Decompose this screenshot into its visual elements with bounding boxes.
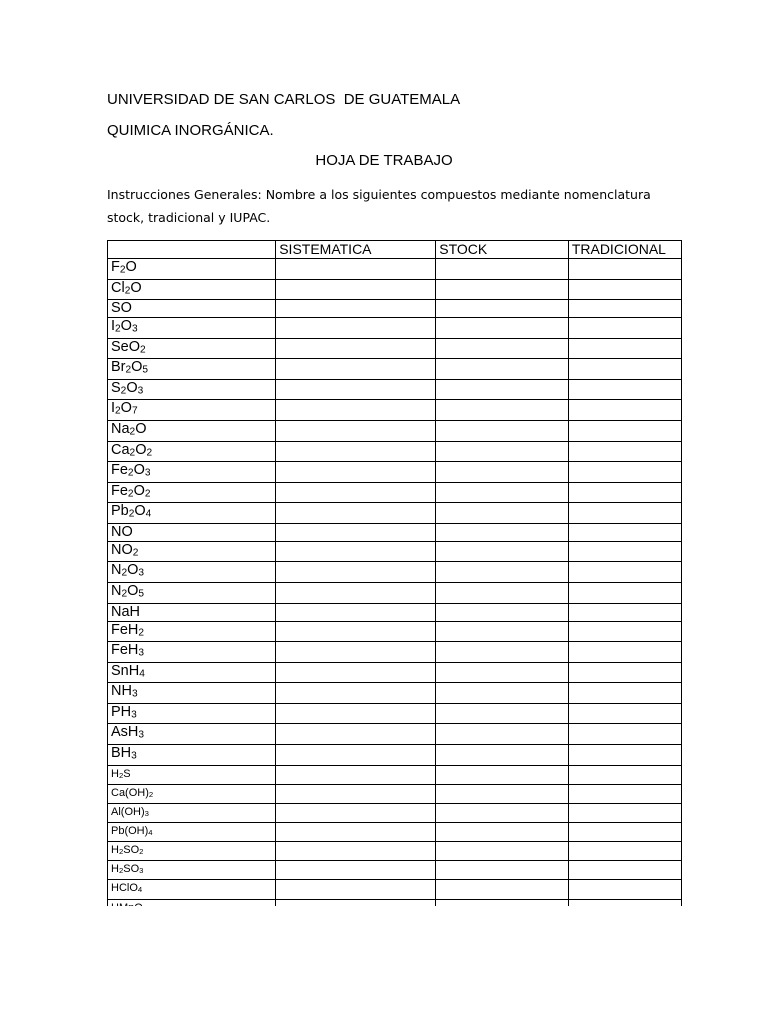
table-row <box>108 279 682 300</box>
formula-text: Fe <box>111 462 128 479</box>
formula-text: O <box>135 441 147 458</box>
formula-text: Na <box>111 421 130 437</box>
formula-subscript: 2 <box>129 447 136 459</box>
compound-formula <box>108 482 276 503</box>
answer-stock[interactable] <box>436 703 569 724</box>
answer-sistematica[interactable] <box>276 541 436 562</box>
formula-text: Pb <box>111 503 129 520</box>
formula-text: Fe <box>111 482 128 499</box>
nomenclature-table <box>107 240 682 957</box>
compound-formula <box>108 359 276 380</box>
formula-text: F <box>111 259 120 275</box>
answer-stock[interactable] <box>436 621 569 642</box>
answer-tradicional[interactable] <box>568 462 681 483</box>
formula-subscript: 2 <box>118 847 124 857</box>
answer-stock[interactable] <box>436 583 569 604</box>
table-row <box>108 338 682 359</box>
answer-sistematica[interactable] <box>276 765 436 784</box>
formula-text: O <box>135 421 147 437</box>
formula-text: BH <box>111 745 132 761</box>
formula-subscript: 2 <box>129 426 136 438</box>
answer-tradicional[interactable] <box>568 279 681 300</box>
answer-sistematica[interactable] <box>276 300 436 318</box>
formula-subscript: 4 <box>137 885 143 895</box>
formula-subscript: 2 <box>124 285 131 297</box>
answer-sistematica[interactable] <box>276 583 436 604</box>
table-row <box>108 300 682 318</box>
compound-formula <box>108 541 276 562</box>
compound-formula <box>108 662 276 683</box>
answer-tradicional[interactable] <box>568 703 681 724</box>
course-name: QUIMICA INORGÁNICA. <box>107 122 274 139</box>
answer-stock[interactable] <box>436 822 569 841</box>
formula-text: Ca(OH) <box>111 786 149 799</box>
formula-text: S <box>123 767 131 780</box>
answer-stock[interactable] <box>436 259 569 280</box>
answer-sistematica[interactable] <box>276 662 436 683</box>
formula-text: S <box>111 379 121 396</box>
answer-tradicional[interactable] <box>568 562 681 583</box>
compound-formula <box>108 703 276 724</box>
formula-subscript: 5 <box>142 364 149 376</box>
formula-subscript: 3 <box>144 808 149 818</box>
compound-formula <box>108 642 276 663</box>
formula-text: NO <box>111 541 133 558</box>
formula-text: SO <box>123 863 140 876</box>
compound-formula <box>108 784 276 803</box>
answer-sistematica[interactable] <box>276 279 436 300</box>
table-row <box>108 259 682 280</box>
formula-subscript: 3 <box>131 750 137 762</box>
formula-subscript: 2 <box>140 344 146 356</box>
answer-sistematica[interactable] <box>276 642 436 663</box>
table-row <box>108 703 682 724</box>
answer-sistematica[interactable] <box>276 523 436 541</box>
answer-stock[interactable] <box>436 338 569 359</box>
answer-tradicional[interactable] <box>568 803 681 822</box>
answer-sistematica[interactable] <box>276 861 436 880</box>
table-row <box>108 441 682 462</box>
answer-stock[interactable] <box>436 359 569 380</box>
formula-subscript: 3 <box>131 688 138 700</box>
formula-subscript: 2 <box>139 847 144 857</box>
worksheet-title <box>0 152 768 169</box>
formula-subscript: 7 <box>131 406 138 417</box>
formula-text: O <box>127 562 139 579</box>
table-row <box>108 621 682 642</box>
instructions: Instrucciones Generales: Nombre a los siguientes compuestos mediante nomenclatura stock, tradicional y IUPAC. <box>107 187 651 225</box>
answer-stock[interactable] <box>436 379 569 400</box>
formula-subscript: 2 <box>148 789 154 799</box>
table-header-row <box>108 241 682 259</box>
answer-tradicional[interactable] <box>568 765 681 784</box>
formula-subscript: 4 <box>139 668 145 680</box>
answer-stock[interactable] <box>436 562 569 583</box>
table-row <box>108 861 682 880</box>
formula-text: N <box>111 583 122 599</box>
formula-text: O <box>131 359 143 376</box>
answer-sistematica[interactable] <box>276 259 436 280</box>
answer-tradicional[interactable] <box>568 259 681 280</box>
formula-text: O <box>133 462 145 479</box>
answer-sistematica[interactable] <box>276 482 436 503</box>
answer-sistematica[interactable] <box>276 318 436 339</box>
table-body <box>108 259 682 957</box>
formula-text: I <box>111 400 116 417</box>
compound-formula <box>108 259 276 280</box>
university-name: UNIVERSIDAD DE SAN CARLOS DE GUATEMALA <box>107 91 461 108</box>
formula-text: O <box>130 279 142 296</box>
table-row <box>108 880 682 899</box>
formula-subscript: 4 <box>145 508 152 520</box>
formula-subscript: 2 <box>132 547 139 559</box>
compound-formula <box>108 400 276 421</box>
formula-text: PH <box>111 703 132 720</box>
answer-stock[interactable] <box>436 842 569 861</box>
table-row <box>108 603 682 621</box>
table-row <box>108 482 682 503</box>
formula-subscript: 3 <box>137 385 144 397</box>
answer-stock[interactable] <box>436 861 569 880</box>
formula-text: NO <box>111 523 133 540</box>
answer-stock[interactable] <box>436 279 569 300</box>
formula-text: Cl <box>111 279 125 296</box>
formula-subscript: 2 <box>120 385 127 397</box>
answer-tradicional[interactable] <box>568 379 681 400</box>
answer-tradicional[interactable] <box>568 541 681 562</box>
answer-stock[interactable] <box>436 462 569 483</box>
answer-stock[interactable] <box>436 300 569 318</box>
table-row <box>108 583 682 604</box>
answer-tradicional[interactable] <box>568 642 681 663</box>
answer-stock[interactable] <box>436 503 569 524</box>
answer-tradicional[interactable] <box>568 441 681 462</box>
formula-text: SeO <box>111 338 141 355</box>
compound-formula <box>108 822 276 841</box>
answer-sistematica[interactable] <box>276 621 436 642</box>
answer-tradicional[interactable] <box>568 359 681 380</box>
table-row <box>108 562 682 583</box>
formula-text: Pb(OH) <box>111 824 149 837</box>
formula-subscript: 3 <box>138 730 145 741</box>
compound-formula <box>108 683 276 704</box>
compound-formula <box>108 880 276 899</box>
answer-stock[interactable] <box>436 880 569 899</box>
answer-stock[interactable] <box>436 724 569 745</box>
formula-subscript: 2 <box>115 323 121 335</box>
formula-text: N <box>111 562 122 579</box>
formula-subscript: 3 <box>138 568 145 579</box>
table-row <box>108 400 682 421</box>
answer-stock[interactable] <box>436 318 569 339</box>
page-blank-area <box>100 906 700 1024</box>
compound-formula <box>108 503 276 524</box>
formula-subscript: 3 <box>138 647 145 659</box>
compound-formula <box>108 603 276 621</box>
formula-subscript: 2 <box>119 264 126 276</box>
answer-sistematica[interactable] <box>276 803 436 822</box>
answer-tradicional[interactable] <box>568 662 681 683</box>
answer-stock[interactable] <box>436 523 569 541</box>
table-row <box>108 462 682 483</box>
answer-stock[interactable] <box>436 603 569 621</box>
formula-subscript: 5 <box>138 588 145 600</box>
compound-formula <box>108 583 276 604</box>
table-row <box>108 541 682 562</box>
formula-subscript: 2 <box>121 588 128 600</box>
answer-stock[interactable] <box>436 683 569 704</box>
answer-tradicional[interactable] <box>568 482 681 503</box>
formula-text: AsH <box>111 724 139 741</box>
formula-subscript: 2 <box>144 488 151 500</box>
answer-sistematica[interactable] <box>276 359 436 380</box>
formula-subscript: 3 <box>131 709 137 721</box>
compound-formula <box>108 338 276 359</box>
table-row <box>108 662 682 683</box>
compound-formula <box>108 562 276 583</box>
compound-formula <box>108 842 276 861</box>
answer-tradicional[interactable] <box>568 583 681 604</box>
table-row <box>108 318 682 339</box>
answer-tradicional[interactable] <box>568 880 681 899</box>
formula-subscript: 2 <box>127 488 134 500</box>
formula-text: SO <box>111 300 132 317</box>
answer-sistematica[interactable] <box>276 503 436 524</box>
formula-subscript: 3 <box>144 467 151 479</box>
header-compound <box>108 241 276 259</box>
answer-sistematica[interactable] <box>276 603 436 621</box>
formula-subscript: 2 <box>127 467 134 479</box>
formula-text: SnH <box>111 662 140 679</box>
answer-tradicional[interactable] <box>568 523 681 541</box>
formula-text: O <box>125 259 137 275</box>
formula-text: FeH <box>111 621 139 638</box>
answer-tradicional[interactable] <box>568 421 681 442</box>
formula-text: H <box>111 844 119 857</box>
header-stock: STOCK <box>436 241 569 259</box>
formula-subscript: 3 <box>131 323 138 335</box>
answer-stock[interactable] <box>436 642 569 663</box>
table-row <box>108 359 682 380</box>
compound-formula <box>108 300 276 318</box>
formula-subscript: 2 <box>138 627 145 639</box>
answer-stock[interactable] <box>436 765 569 784</box>
answer-tradicional[interactable] <box>568 621 681 642</box>
formula-subscript: 2 <box>115 406 121 417</box>
compound-formula <box>108 462 276 483</box>
formula-text: H <box>111 767 119 780</box>
compound-formula <box>108 861 276 880</box>
worksheet-title-text: HOJA DE TRABAJO <box>315 152 453 169</box>
compound-formula <box>108 318 276 339</box>
answer-sistematica[interactable] <box>276 784 436 803</box>
formula-subscript: 2 <box>146 447 153 459</box>
answer-sistematica[interactable] <box>276 724 436 745</box>
table-row <box>108 642 682 663</box>
answer-tradicional[interactable] <box>568 745 681 766</box>
compound-formula <box>108 745 276 766</box>
header-tradicional: TRADICIONAL <box>568 241 681 259</box>
formula-subscript: 2 <box>125 364 132 376</box>
formula-text: I <box>111 318 116 335</box>
table-row <box>108 745 682 766</box>
formula-text: FeH <box>111 642 139 659</box>
answer-stock[interactable] <box>436 803 569 822</box>
formula-text: H <box>111 863 119 876</box>
compound-formula <box>108 523 276 541</box>
formula-text: Br <box>111 359 126 376</box>
table-row <box>108 765 682 784</box>
formula-subscript: 3 <box>139 866 144 876</box>
answer-sistematica[interactable] <box>276 421 436 442</box>
table-row <box>108 784 682 803</box>
answer-stock[interactable] <box>436 400 569 421</box>
answer-tradicional[interactable] <box>568 300 681 318</box>
answer-sistematica[interactable] <box>276 745 436 766</box>
answer-tradicional[interactable] <box>568 784 681 803</box>
compound-formula <box>108 621 276 642</box>
formula-text: Al(OH) <box>111 805 145 818</box>
compound-formula <box>108 765 276 784</box>
formula-text: HClO <box>111 882 138 895</box>
table-row <box>108 683 682 704</box>
formula-text: Ca <box>111 441 130 458</box>
answer-sistematica[interactable] <box>276 703 436 724</box>
answer-stock[interactable] <box>436 784 569 803</box>
answer-sistematica[interactable] <box>276 880 436 899</box>
compound-formula <box>108 421 276 442</box>
answer-tradicional[interactable] <box>568 822 681 841</box>
table-row <box>108 842 682 861</box>
formula-subscript: 2 <box>118 770 124 780</box>
answer-sistematica[interactable] <box>276 822 436 841</box>
table-row <box>108 822 682 841</box>
answer-tradicional[interactable] <box>568 318 681 339</box>
formula-subscript: 2 <box>128 508 135 520</box>
answer-sistematica[interactable] <box>276 683 436 704</box>
formula-text: O <box>120 400 132 417</box>
answer-sistematica[interactable] <box>276 379 436 400</box>
formula-text: O <box>127 583 139 599</box>
header-sistematica: SISTEMATICA <box>276 241 436 259</box>
answer-tradicional[interactable] <box>568 338 681 359</box>
answer-tradicional[interactable] <box>568 724 681 745</box>
formula-text: NH <box>111 683 132 700</box>
answer-sistematica[interactable] <box>276 562 436 583</box>
compound-formula <box>108 379 276 400</box>
table-row <box>108 523 682 541</box>
answer-tradicional[interactable] <box>568 503 681 524</box>
table-row <box>108 803 682 822</box>
formula-subscript: 4 <box>148 828 153 838</box>
compound-formula <box>108 803 276 822</box>
answer-sistematica[interactable] <box>276 338 436 359</box>
compound-formula <box>108 724 276 745</box>
formula-text: NaH <box>111 603 141 620</box>
answer-stock[interactable] <box>436 421 569 442</box>
table-row <box>108 421 682 442</box>
formula-text: SO <box>123 844 140 857</box>
answer-tradicional[interactable] <box>568 683 681 704</box>
table-row <box>108 724 682 745</box>
table-row <box>108 503 682 524</box>
answer-tradicional[interactable] <box>568 603 681 621</box>
answer-tradicional[interactable] <box>568 842 681 861</box>
answer-stock[interactable] <box>436 541 569 562</box>
formula-text: O <box>120 318 132 335</box>
answer-stock[interactable] <box>436 482 569 503</box>
formula-text: O <box>133 482 145 499</box>
compound-formula <box>108 279 276 300</box>
formula-text: O <box>126 379 138 396</box>
table-row <box>108 379 682 400</box>
answer-sistematica[interactable] <box>276 462 436 483</box>
formula-text: O <box>134 503 146 520</box>
answer-sistematica[interactable] <box>276 842 436 861</box>
answer-sistematica[interactable] <box>276 400 436 421</box>
formula-subscript: 2 <box>121 568 128 579</box>
answer-sistematica[interactable] <box>276 441 436 462</box>
answer-stock[interactable] <box>436 745 569 766</box>
formula-subscript: 2 <box>118 866 124 876</box>
answer-stock[interactable] <box>436 662 569 683</box>
answer-tradicional[interactable] <box>568 400 681 421</box>
compound-formula <box>108 441 276 462</box>
answer-tradicional[interactable] <box>568 861 681 880</box>
answer-stock[interactable] <box>436 441 569 462</box>
